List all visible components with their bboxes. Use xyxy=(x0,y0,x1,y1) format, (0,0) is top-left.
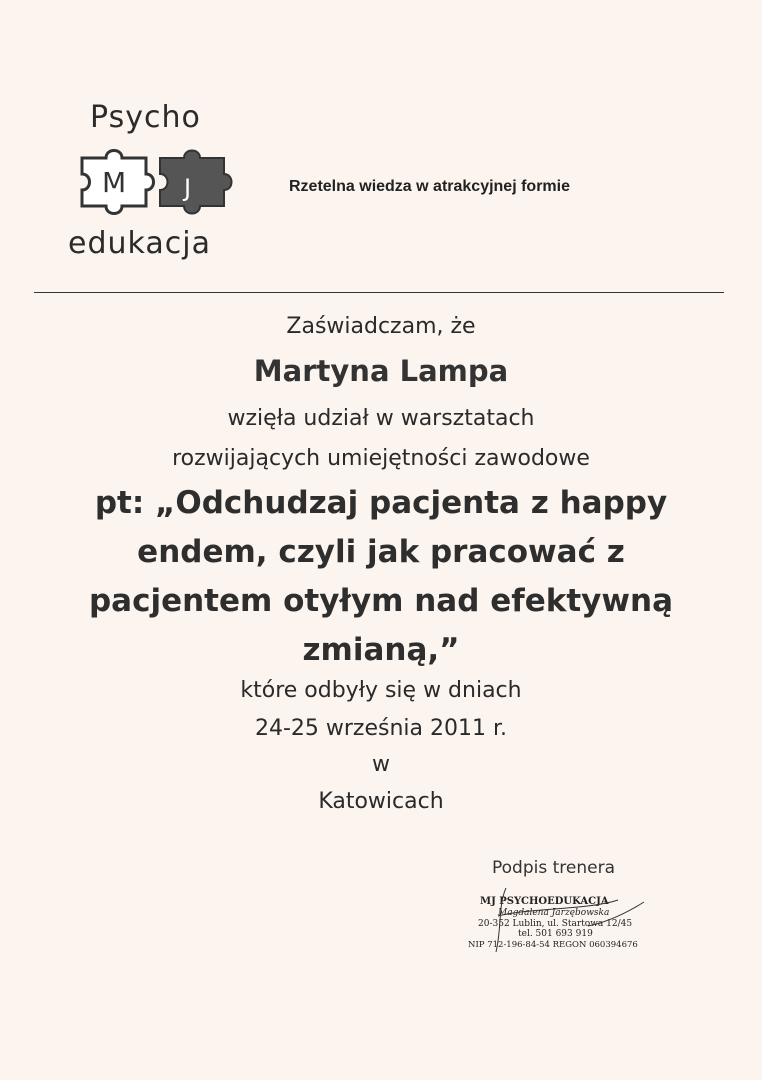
stamp-line-4: tel. 501 693 919 xyxy=(518,929,593,939)
logo-top-text: Psycho xyxy=(90,100,201,135)
header-divider xyxy=(34,292,724,293)
puzzle-logo-icon xyxy=(76,140,256,220)
stamp-line-5: NIP 712-196-84-54 REGON 060394676 xyxy=(468,940,638,950)
stamp-line-2: Magdalena Jarzębowska xyxy=(498,908,610,918)
workshop-dates: 24-25 września 2011 r. xyxy=(254,716,508,741)
intro-text: Zaświadczam, że xyxy=(286,314,476,339)
workshop-location: Katowicach xyxy=(318,789,444,814)
stamp-line-3: 20-352 Lublin, ul. Startowa 12/45 xyxy=(478,919,633,929)
workshop-title-line-2: endem, czyli jak pracować z xyxy=(137,534,625,570)
psychoedukacja-logo xyxy=(64,100,264,270)
logo-bottom-text: edukacja xyxy=(68,226,211,261)
participation-line: wzięła udział w warsztatach xyxy=(227,406,535,431)
participant-name: Martyna Lampa xyxy=(253,354,509,388)
dates-intro: które odbyły się w dniach xyxy=(240,678,522,703)
workshop-title-line-1: pt: „Odchudzaj pacjenta z happy xyxy=(94,485,668,521)
signature-label: Podpis trenera xyxy=(492,858,615,878)
workshop-title-line-4: zmianą,” xyxy=(302,632,460,668)
location-preposition: w xyxy=(372,752,390,777)
logo-letter-j: J xyxy=(184,174,192,202)
logo-letter-m: M xyxy=(102,166,127,199)
stamp-line-1: MJ PSYCHOEDUKACJA xyxy=(480,896,609,907)
skills-line: rozwijających umiejętności zawodowe xyxy=(172,446,590,471)
company-stamp xyxy=(468,886,658,956)
tagline: Rzetelna wiedza w atrakcyjnej formie xyxy=(289,178,570,195)
trainer-signature-block xyxy=(468,858,658,958)
workshop-title-line-3: pacjentem otyłym nad efektywną xyxy=(88,583,674,619)
